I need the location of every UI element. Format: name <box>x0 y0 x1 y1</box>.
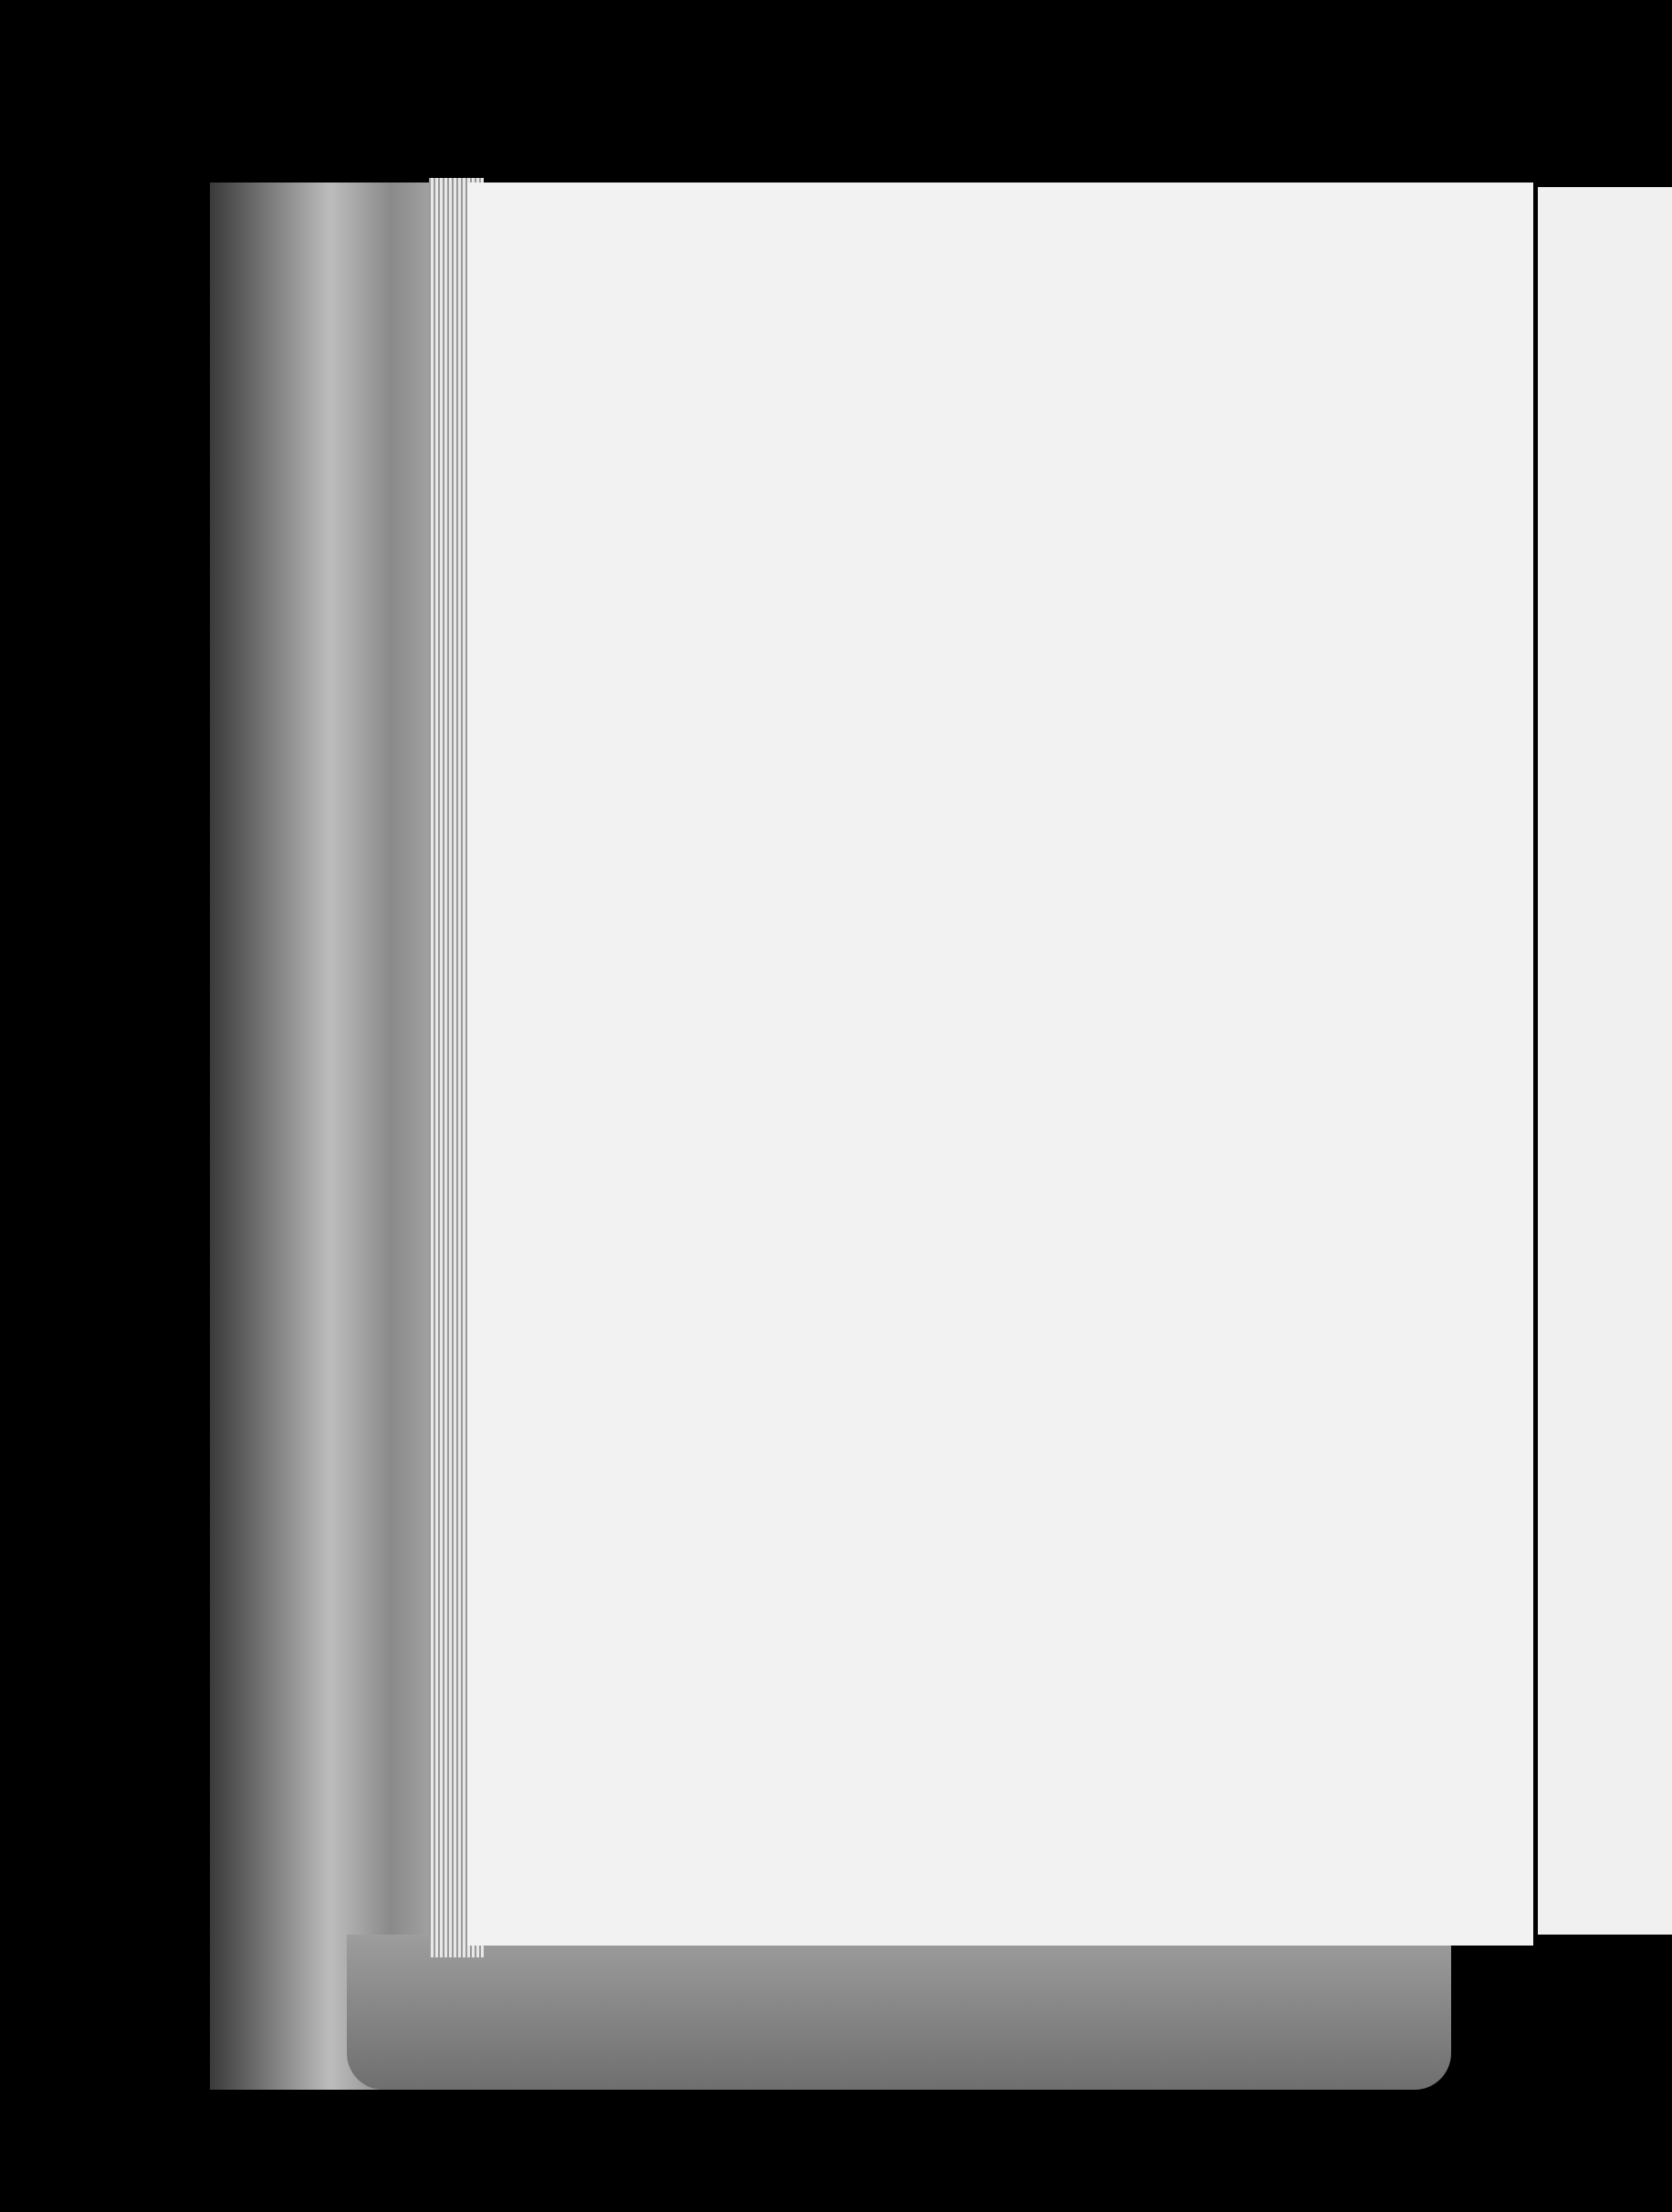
facing-page <box>1538 187 1672 1935</box>
page-header <box>548 274 1524 310</box>
page-sheet <box>467 183 1533 1946</box>
book-cover-bottom <box>347 1935 1451 2090</box>
